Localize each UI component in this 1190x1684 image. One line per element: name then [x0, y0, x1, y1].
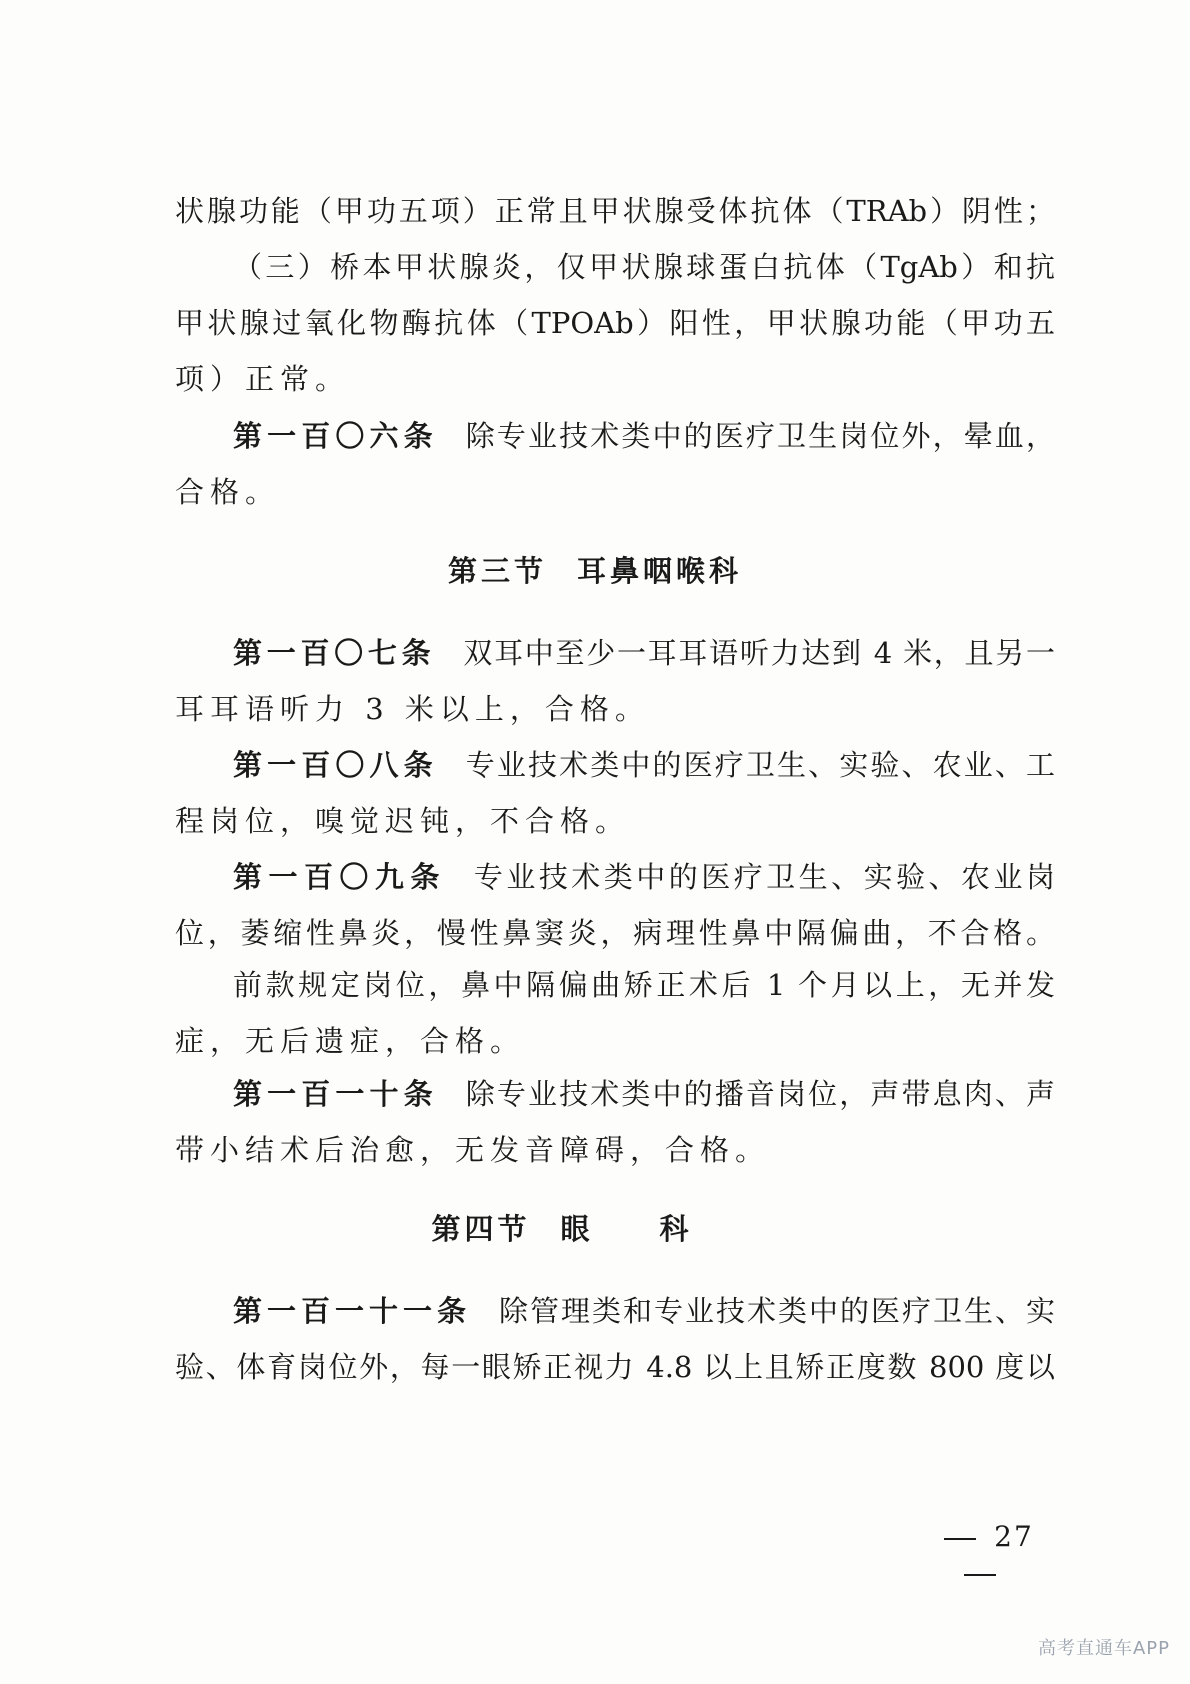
paragraph-line: 项）正常。 [175, 362, 351, 396]
section-heading-4 [0, 1209, 1190, 1249]
section-name: 耳鼻咽喉科 [577, 554, 743, 588]
article-111 [233, 1291, 1055, 1331]
paragraph-line: 程岗位，嗅觉迟钝，不合格。 [175, 804, 631, 838]
watermark: 高考直通车APP [1037, 1638, 1170, 1659]
paragraph-line: 状腺功能（甲功五项）正常且甲状腺受体抗体（TRAb）阴性； [175, 194, 1055, 228]
article-106 [233, 416, 1055, 456]
section-label: 第三节 [447, 554, 547, 588]
article-text: 除专业技术类中的医疗卫生岗位外，晕血， [465, 419, 1055, 453]
section-heading-3 [0, 551, 1190, 591]
dash-right [964, 1574, 996, 1576]
article-title: 第一百〇七条 [233, 636, 436, 670]
section-name: 眼科 [560, 1212, 759, 1246]
page-number-value: 27 [994, 1520, 1034, 1553]
article-title: 第一百〇八条 [233, 748, 438, 782]
paragraph-line: 前款规定岗位，鼻中隔偏曲矫正术后 1 个月以上，无并发 [233, 968, 1055, 1002]
article-107 [233, 633, 1055, 673]
article-110 [233, 1074, 1055, 1114]
article-title: 第一百一十条 [233, 1077, 438, 1111]
paragraph-line: 验、体育岗位外，每一眼矫正视力 4.8 以上且矫正度数 800 度以 [175, 1350, 1055, 1384]
article-text: 除专业技术类中的播音岗位，声带息肉、声 [465, 1077, 1055, 1111]
article-text: 双耳中至少一耳耳语听力达到 4 米，且另一 [463, 636, 1055, 670]
paragraph-line: 合格。 [175, 475, 281, 509]
article-text: 专业技术类中的医疗卫生、实验、农业岗 [473, 860, 1055, 894]
article-title: 第一百〇九条 [233, 860, 446, 894]
paragraph-line: 位，萎缩性鼻炎，慢性鼻窦炎，病理性鼻中隔偏曲，不合格。 [175, 916, 1055, 950]
article-109 [233, 857, 1055, 897]
paragraph-line: （三）桥本甲状腺炎，仅甲状腺球蛋白抗体（TgAb）和抗 [233, 250, 1055, 284]
article-text: 除管理类和专业技术类中的医疗卫生、实 [499, 1294, 1055, 1328]
page-number [900, 1519, 1060, 1591]
article-title: 第一百〇六条 [233, 419, 438, 453]
paragraph-line: 带小结术后治愈，无发音障碍，合格。 [175, 1133, 771, 1167]
paragraph-line: 症，无后遗症，合格。 [175, 1024, 526, 1058]
dash-left [944, 1538, 976, 1540]
paragraph-line: 耳耳语听力 3 米以上，合格。 [175, 692, 650, 726]
section-label: 第四节 [431, 1212, 531, 1246]
paragraph-line: 甲状腺过氧化物酶抗体（TPOAb）阳性，甲状腺功能（甲功五 [175, 306, 1055, 340]
article-108 [233, 745, 1055, 785]
article-title: 第一百一十一条 [233, 1294, 471, 1328]
article-text: 专业技术类中的医疗卫生、实验、农业、工 [465, 748, 1055, 782]
